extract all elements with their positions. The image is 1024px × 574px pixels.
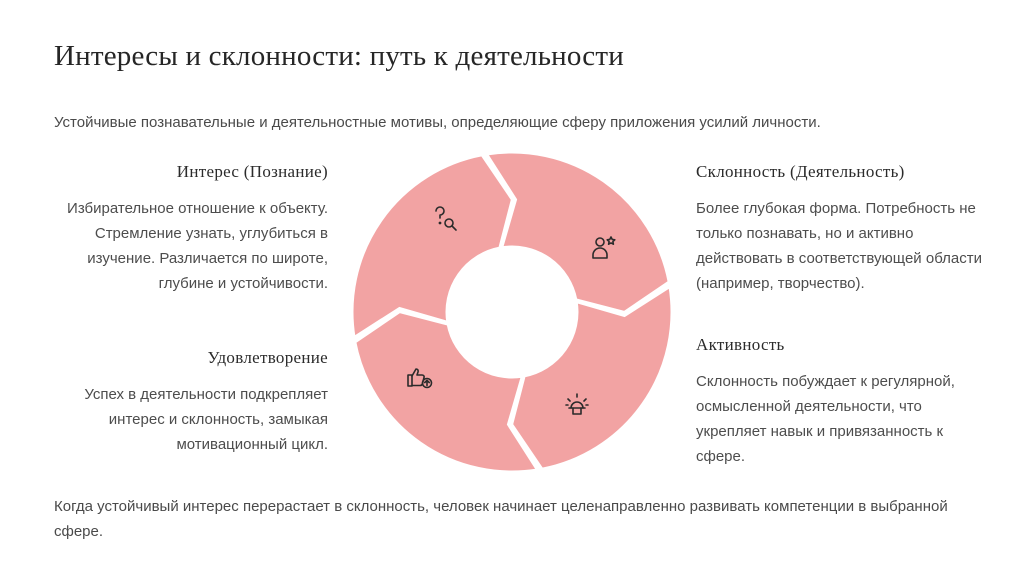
page-subtitle: Устойчивые познавательные и деятельностные мотивы, определяющие сферу приложения усилий личности. xyxy=(54,114,821,131)
interest-heading: Интерес (Познание) xyxy=(176,162,328,181)
footer-text: Когда устойчивый интерес перерастает в склонность, человек начинает целенаправленно развивать компетенции в выбранной сфере. xyxy=(54,498,948,540)
inclination-heading: Склонность (Деятельность) xyxy=(696,162,905,181)
cycle-segment-satisfaction xyxy=(355,312,538,472)
interest-text: Избирательное отношение к объекту. Стремление узнать, углубиться в изучение. Различается по широте, глубине и устойчивости. xyxy=(67,200,328,292)
cycle-segment-inclination xyxy=(486,152,669,312)
satisfaction-text: Успех в деятельности подкрепляет интерес и склонность, замыкая мотивационный цикл. xyxy=(84,386,328,453)
inclination-text: Более глубокая форма. Потребность не только познавать, но и активно действовать в соответствующей области (например, творчество). xyxy=(696,200,982,292)
activity-text: Склонность побуждает к регулярной, осмысленной деятельности, что укрепляет навык и привязанность к сфере. xyxy=(696,373,955,465)
cycle-segment-interest xyxy=(352,155,512,338)
cycle-ring xyxy=(352,152,672,472)
satisfaction-heading: Удовлетворение xyxy=(207,348,328,367)
cycle-segment-activity xyxy=(512,286,672,469)
page-title: Интересы и склонности: путь к деятельности xyxy=(54,40,624,72)
activity-heading: Активность xyxy=(696,335,785,354)
